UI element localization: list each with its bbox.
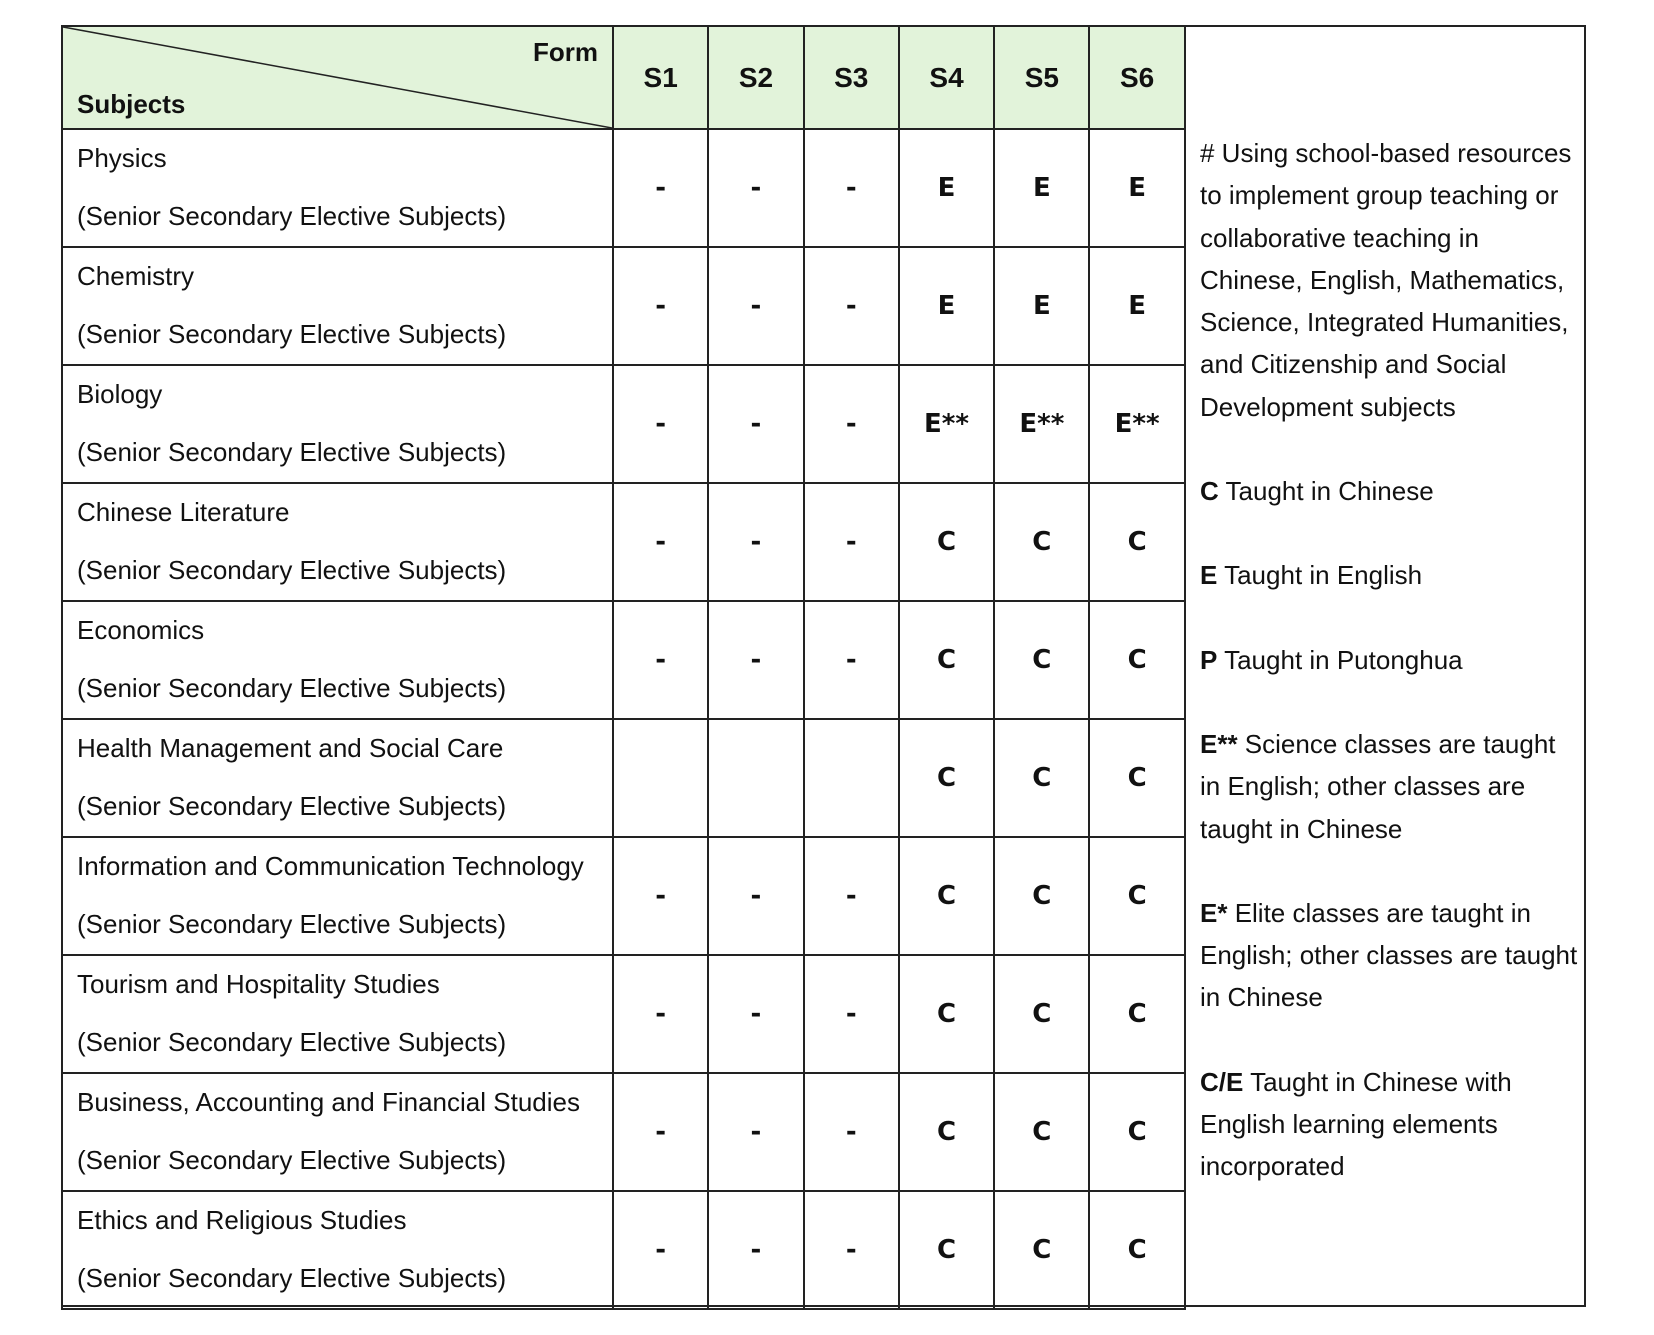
medium-cell: C (994, 719, 1089, 837)
subject-category: (Senior Secondary Elective Subjects) (77, 909, 507, 939)
medium-cell: - (804, 601, 899, 719)
form-header-s1: S1 (613, 26, 708, 129)
medium-cell: E (994, 129, 1089, 247)
table-row (62, 247, 1185, 365)
medium-cell: - (708, 955, 803, 1073)
legend-code: E** (1200, 728, 1238, 759)
subject-category: (Senior Secondary Elective Subjects) (77, 1027, 507, 1057)
medium-cell: C (899, 601, 994, 719)
legend-item-e-double-star (1200, 723, 1580, 850)
medium-cell: C (1089, 719, 1184, 837)
medium-cell: - (804, 955, 899, 1073)
medium-cell: - (804, 837, 899, 955)
medium-cell: C (1089, 1191, 1184, 1309)
medium-cell: - (708, 1073, 803, 1191)
header-row (62, 26, 1185, 129)
subject-name: Chinese Literature (77, 497, 290, 527)
subject-name: Chemistry (77, 261, 195, 291)
legend-item-e-star (1200, 892, 1580, 1019)
table-row (62, 129, 1185, 247)
table-row (62, 837, 1185, 955)
subject-cell (62, 129, 613, 247)
legend-code: P (1200, 644, 1218, 675)
subject-name: Information and Communication Technology (77, 851, 584, 881)
medium-cell: E (994, 247, 1089, 365)
medium-cell: C (1089, 601, 1184, 719)
medium-cell: - (804, 1191, 899, 1309)
legend-item-c-slash-e (1200, 1061, 1580, 1188)
subject-cell (62, 955, 613, 1073)
subjects-axis-label: Subjects (77, 89, 186, 119)
medium-cell: C (1089, 1073, 1184, 1191)
medium-cell: - (708, 365, 803, 483)
legend-text: Taught in Chinese (1218, 476, 1434, 507)
legend-panel (1200, 132, 1580, 1230)
medium-cell (708, 719, 803, 837)
legend-code: C (1200, 476, 1219, 507)
medium-cell: - (613, 1073, 708, 1191)
subject-category: (Senior Secondary Elective Subjects) (77, 1263, 507, 1293)
medium-cell: - (613, 247, 708, 365)
medium-cell (613, 719, 708, 837)
medium-cell: - (708, 601, 803, 719)
legend-item-e (1200, 554, 1580, 596)
table-row (62, 955, 1185, 1073)
medium-cell: C (994, 837, 1089, 955)
medium-cell: - (804, 483, 899, 601)
medium-cell: C (899, 719, 994, 837)
medium-cell: C (899, 1191, 994, 1309)
table-row (62, 1073, 1185, 1191)
subject-name: Economics (77, 615, 205, 645)
legend-item-p (1200, 639, 1580, 681)
legend-note: # Using school-based resources to implement group teaching or collaborative teaching in Chinese, English, Mathematics, Science, Integrated Humanities, and Citizenship and Social Development subjects (1200, 138, 1572, 422)
medium-cell: C (994, 1191, 1089, 1309)
form-axis-label: Form (533, 37, 598, 67)
medium-cell: C (899, 1073, 994, 1191)
form-header-s3: S3 (804, 26, 899, 129)
subject-name: Biology (77, 379, 163, 409)
medium-cell: C (994, 601, 1089, 719)
medium-cell: E** (1089, 365, 1184, 483)
medium-cell: C (899, 837, 994, 955)
medium-cell: - (613, 837, 708, 955)
subject-name: Physics (77, 143, 167, 173)
table-row (62, 365, 1185, 483)
subject-name: Tourism and Hospitality Studies (77, 969, 440, 999)
subject-cell (62, 365, 613, 483)
medium-cell: E (899, 247, 994, 365)
subject-cell (62, 719, 613, 837)
subject-cell (62, 483, 613, 601)
medium-cell: E** (994, 365, 1089, 483)
medium-cell: - (804, 247, 899, 365)
medium-cell: - (613, 1191, 708, 1309)
medium-cell: - (613, 129, 708, 247)
medium-cell: - (708, 837, 803, 955)
legend-text: Elite classes are taught in English; other classes are taught in Chinese (1200, 897, 1578, 1013)
subject-category: (Senior Secondary Elective Subjects) (77, 319, 507, 349)
subject-category: (Senior Secondary Elective Subjects) (77, 437, 507, 467)
medium-cell: C (1089, 483, 1184, 601)
form-header-s2: S2 (708, 26, 803, 129)
medium-cell: C (994, 955, 1089, 1073)
medium-cell: - (613, 601, 708, 719)
medium-cell: - (708, 1191, 803, 1309)
form-header-s5: S5 (994, 26, 1089, 129)
medium-cell: C (1089, 955, 1184, 1073)
legend-code: E (1200, 560, 1218, 591)
medium-cell: E (1089, 129, 1184, 247)
medium-cell: C (899, 483, 994, 601)
medium-cell: C (994, 1073, 1089, 1191)
medium-cell: - (708, 247, 803, 365)
medium-cell: C (899, 955, 994, 1073)
legend-item-c (1200, 470, 1580, 512)
medium-cell: - (613, 483, 708, 601)
form-header-s4: S4 (899, 26, 994, 129)
medium-cell (804, 719, 899, 837)
subject-category: (Senior Secondary Elective Subjects) (77, 1145, 507, 1175)
medium-cell: E (1089, 247, 1184, 365)
medium-cell: E (899, 129, 994, 247)
medium-cell: - (708, 483, 803, 601)
medium-cell: - (613, 955, 708, 1073)
subject-category: (Senior Secondary Elective Subjects) (77, 201, 507, 231)
medium-cell: - (708, 129, 803, 247)
medium-of-instruction-table (61, 25, 1186, 1310)
subject-name: Ethics and Religious Studies (77, 1205, 407, 1235)
subject-cell (62, 1073, 613, 1191)
form-header-s6: S6 (1089, 26, 1184, 129)
subject-cell (62, 247, 613, 365)
medium-cell: E** (899, 365, 994, 483)
medium-cell: - (804, 365, 899, 483)
subject-cell (62, 1191, 613, 1309)
medium-cell: C (994, 483, 1089, 601)
subject-cell (62, 601, 613, 719)
subject-name: Business, Accounting and Financial Studies (77, 1087, 580, 1117)
table-row (62, 601, 1185, 719)
legend-text: Taught in English (1217, 560, 1423, 591)
legend-text: Science classes are taught in English; other classes are taught in Chinese (1200, 728, 1556, 844)
legend-code: C/E (1200, 1066, 1244, 1097)
table-row (62, 719, 1185, 837)
subject-category: (Senior Secondary Elective Subjects) (77, 791, 507, 821)
medium-cell: - (804, 1073, 899, 1191)
subject-category: (Senior Secondary Elective Subjects) (77, 555, 507, 585)
legend-code: E* (1200, 897, 1228, 928)
subject-cell (62, 837, 613, 955)
medium-cell: C (1089, 837, 1184, 955)
table-row (62, 483, 1185, 601)
table-row (62, 1191, 1185, 1309)
subject-name: Health Management and Social Care (77, 733, 504, 763)
corner-header-cell (62, 26, 613, 129)
subject-category: (Senior Secondary Elective Subjects) (77, 673, 507, 703)
legend-text: Taught in Chinese with English learning elements incorporated (1200, 1066, 1512, 1182)
legend-text: Taught in Putonghua (1217, 644, 1463, 675)
medium-cell: - (804, 129, 899, 247)
medium-cell: - (613, 365, 708, 483)
